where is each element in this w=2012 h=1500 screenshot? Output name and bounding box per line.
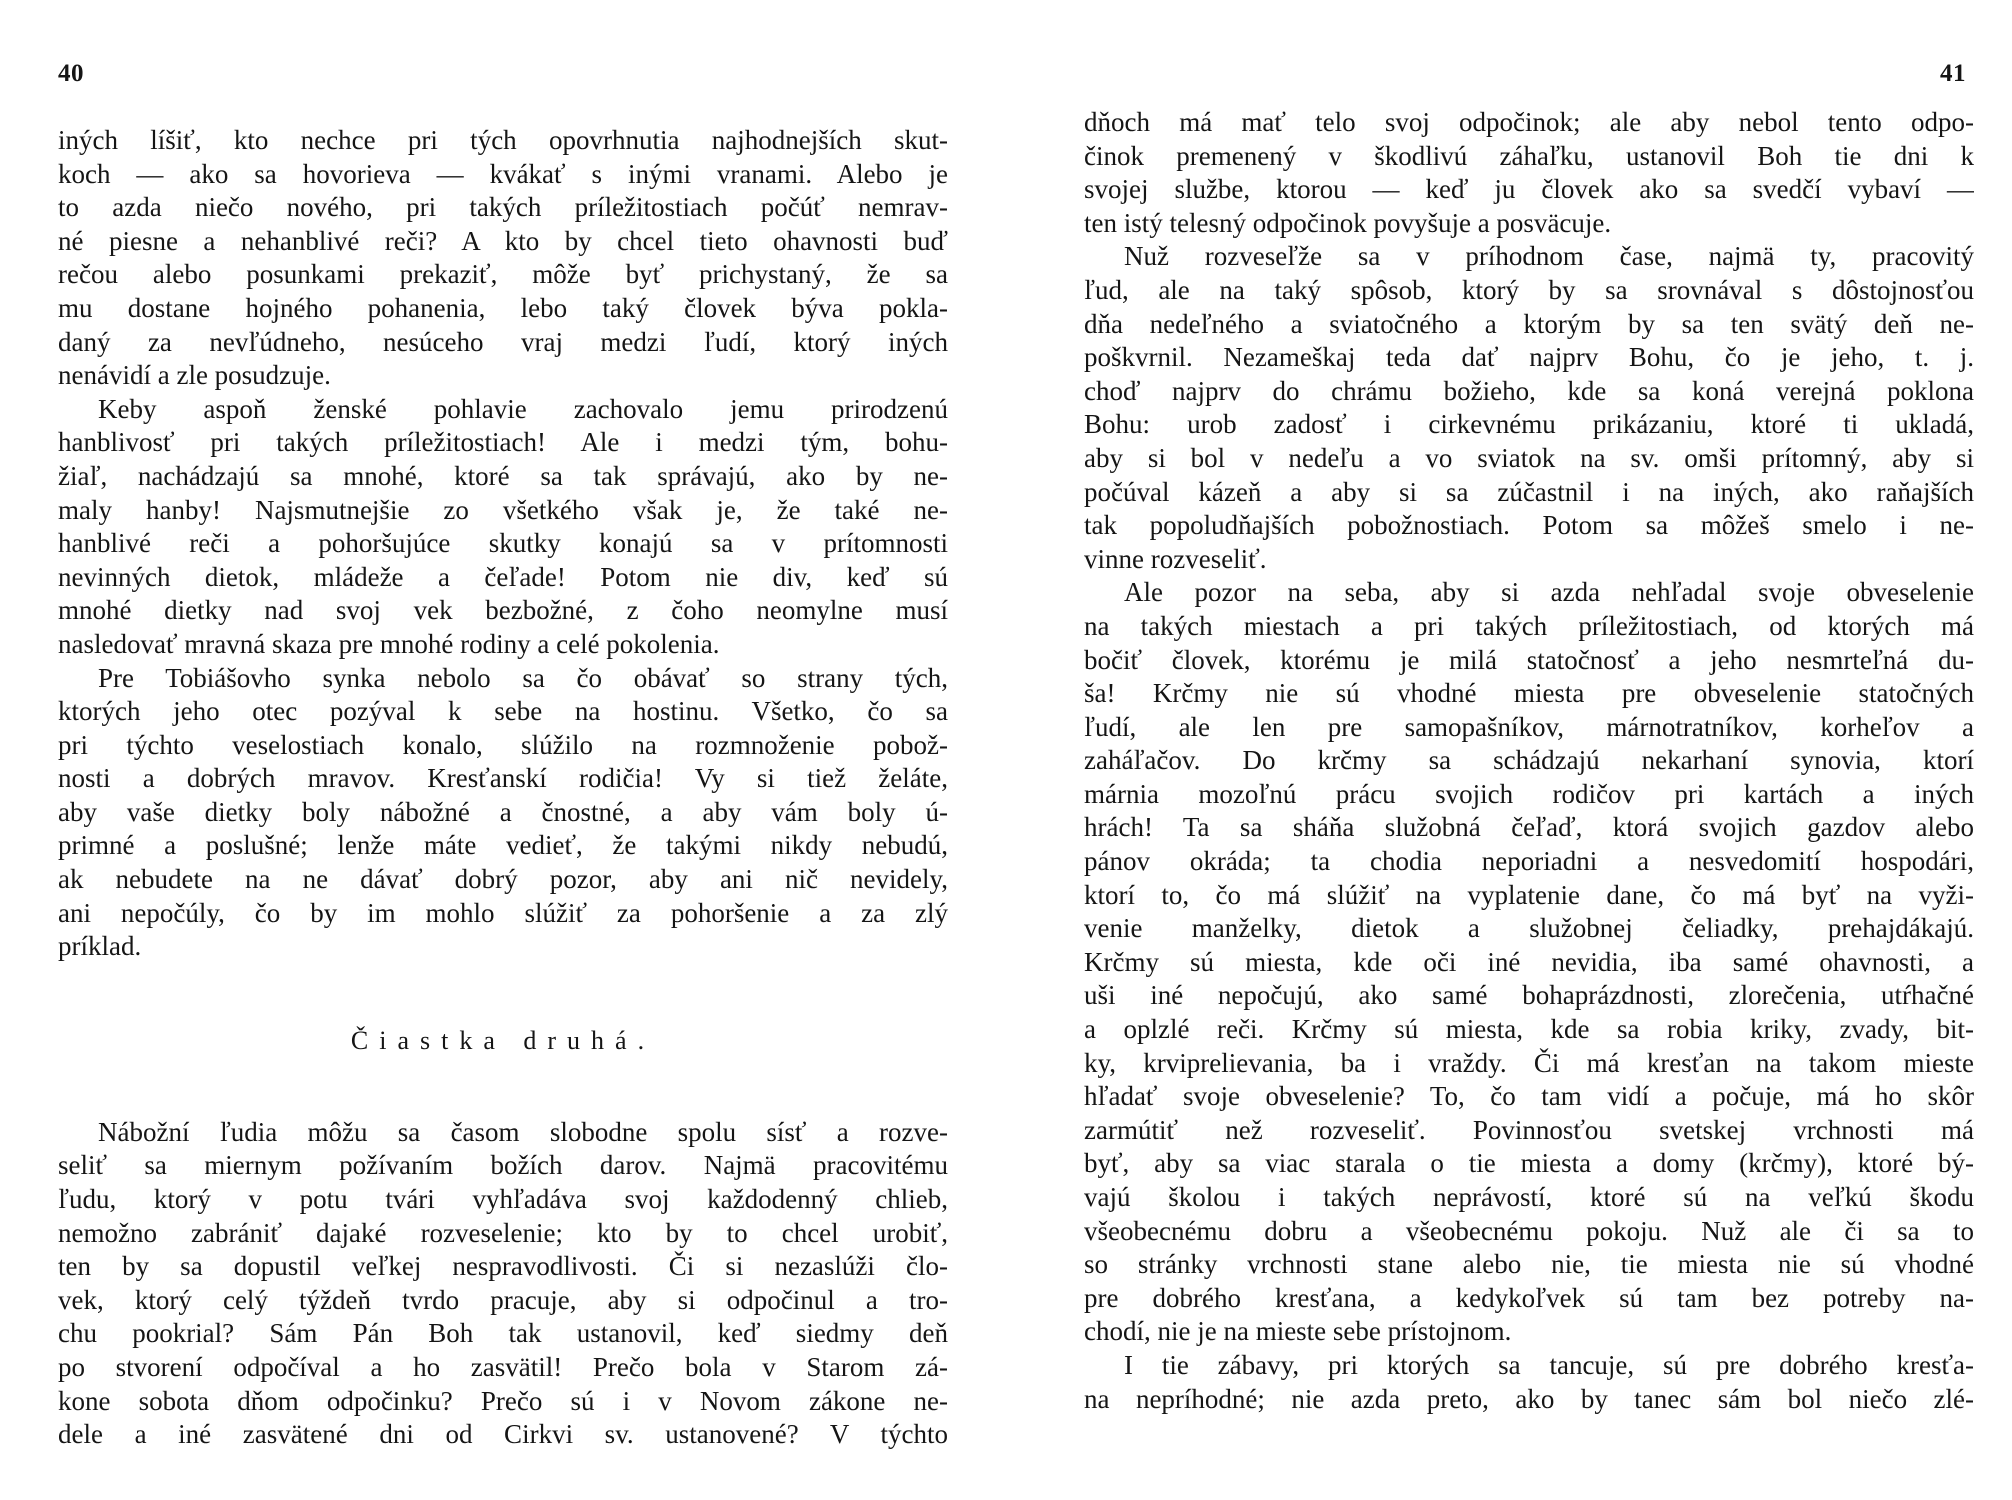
text-line: Krčmy sú miesta, kde oči iné nevidia, iba samé ohavnosti, a — [1084, 946, 1974, 977]
text-line: I tie zábavy, pri ktorých sa tancuje, sú pre dobrého kresťa- — [1124, 1349, 1974, 1380]
text-line: venie manželky, dietok a služobnej čeliadky, prehajdákajú. — [1084, 913, 1974, 944]
text-line: vinne rozveseliť. — [1084, 543, 1267, 574]
text-line: pánov okráda; ta chodia neporiadni a nesvedomití hospodári, — [1084, 846, 1974, 877]
text-line: pre dobrého kresťana, a kedykoľvek sú tam bez potreby na- — [1084, 1282, 1974, 1313]
text-line: aby vaše dietky boly nábožné a čnostné, a aby vám boly ú- — [58, 796, 948, 827]
text-line: Keby aspoň ženské pohlavie zachovalo jemu prirodzenú — [98, 393, 948, 424]
text-line: dňa nedeľného a sviatočného a ktorým by sa ten svätý deň ne- — [1084, 308, 1974, 339]
text-line: po stvorení odpočíval a ho zasvätil! Prečo bola v Starom zá- — [58, 1352, 948, 1382]
text-line: hanblivosť pri takých príležitostiach! Ale i medzi tým, bohu- — [58, 427, 948, 458]
text-line: byť, aby sa viac starala o tie miesta a domy (krčmy), ktoré bý- — [1084, 1148, 1974, 1179]
text-line: tak popoludňajších pobožnostiach. Potom sa môžeš smelo i ne- — [1084, 510, 1974, 541]
text-line: mnohé dietky nad svoj vek bezbožné, z čoho neomylne musí — [58, 595, 948, 626]
text-line: seliť sa miernym požívaním božích darov. Najmä pracovitému — [58, 1150, 948, 1181]
text-line: ktorých jeho otec pozýval k sebe na hostinu. Všetko, čo sa — [58, 696, 948, 727]
text-line: bočiť človek, ktorému je milá statočnosť a jeho nesmrteľná du- — [1084, 644, 1974, 675]
text-line: nevinných dietok, mládeže a čeľade! Potom nie div, keď sú — [58, 561, 948, 592]
right-page — [1006, 0, 2012, 1500]
text-line: poškvrnil. Nezameškaj teda dať najprv Bohu, čo je jeho, t. j. — [1084, 342, 1974, 373]
text-line: svojej službe, ktorou — keď ju človek ako sa svedčí vybaví — — [1084, 174, 1974, 205]
text-line: daný za nevľúdneho, nesúceho vraj medzi ľudí, ktorý iných — [58, 326, 948, 357]
text-line: Nábožní ľudia môžu sa časom slobodne spolu sísť a rozve- — [98, 1116, 948, 1147]
page-number-right: 41 — [1940, 60, 1966, 87]
text-line: aby si bol v nedeľu a vo sviatok na sv. omši prítomný, aby si — [1084, 442, 1974, 473]
text-line: ktorí to, čo má slúžiť na vyplatenie dane, čo má byť na vyži- — [1084, 879, 1974, 910]
text-line: ky, krviprelievania, ba i vraždy. Či má kresťan na takom mieste — [1084, 1047, 1974, 1078]
text-line: ľudí, ale len pre samopašníkov, márnotratníkov, korheľov a — [1084, 711, 1974, 742]
text-line: príklad. — [58, 931, 142, 962]
text-line: primné a poslušné; lenže máte vedieť, že takými nikdy nebudú, — [58, 830, 948, 861]
text-line: hľadať svoje obveselenie? To, čo tam vidí a počuje, má ho skôr — [1084, 1081, 1974, 1112]
text-line: všeobecnému dobru a všeobecnému pokoju. Nuž ale či sa to — [1084, 1215, 1974, 1246]
text-line: márnia mozoľnú prácu svojich rodičov pri kartách a iných — [1084, 778, 1974, 809]
text-line: činok premenený v škodlivú záhaľku, ustanovil Boh tie dni k — [1084, 140, 1974, 171]
text-line: choď najprv do chrámu božieho, kde sa koná verejná poklona — [1084, 375, 1974, 406]
text-line: nemožno zabrániť dajaké rozveselenie; kto by to chcel urobiť, — [58, 1217, 948, 1248]
text-line: vajú školou i takých neprávostí, ktoré sú na veľkú škodu — [1084, 1182, 1974, 1212]
text-line: vek, ktorý celý týždeň tvrdo pracuje, aby si odpočinul a tro- — [58, 1284, 948, 1315]
text-line: zaháľačov. Do krčmy sa schádzajú nekarhaní synovia, ktorí — [1084, 745, 1974, 776]
text-line: chu pookrial? Sám Pán Boh tak ustanovil, keď siedmy deň — [58, 1318, 948, 1349]
text-line: a oplzlé reči. Krčmy sú miesta, kde sa robia kriky, zvady, bit- — [1084, 1014, 1974, 1045]
text-line: rečou alebo posunkami prekaziť, môže byť prichystaný, že sa — [58, 259, 948, 290]
text-line: so stránky vrchnosti stane alebo nie, tie miesta nie sú vhodné — [1084, 1249, 1974, 1280]
text-line: žiaľ, nachádzajú sa mnohé, ktoré sa tak správajú, ako by ne- — [58, 460, 948, 491]
text-line: Ale pozor na seba, aby si azda nehľadal svoje obveselenie — [1124, 577, 1974, 608]
text-line: hrách! Ta sa sháňa služobná čeľaď, ktorá svojich gazdov alebo — [1084, 812, 1974, 843]
text-line: nasledovať mravná skaza pre mnohé rodiny a celé pokolenia. — [58, 628, 720, 659]
text-line: pri týchto veselostiach konalo, slúžilo na rozmnoženie pobož- — [58, 729, 948, 760]
left-page-body-after-heading — [58, 1116, 948, 1452]
text-line: ša! Krčmy nie sú vhodné miesta pre obveselenie statočných — [1084, 678, 1974, 709]
text-line: né piesne a nehanblivé reči? A kto by chcel tieto ohavnosti buď — [58, 225, 948, 256]
text-line: dňoch má mať telo svoj odpočinok; ale aby nebol tento odpo- — [1084, 107, 1974, 137]
text-line: chodí, nie je na mieste sebe prístojnom. — [1084, 1316, 1512, 1347]
left-page-body-before-heading — [58, 124, 948, 964]
text-line: Pre Tobiášovho synka nebolo sa čo obávať so strany tých, — [98, 662, 948, 693]
text-line: ten istý telesný odpočinok povyšuje a posväcuje. — [1084, 207, 1612, 238]
text-line: ani nepočúly, čo by im mohlo slúžiť za pohoršenie a za zlý — [58, 897, 948, 928]
right-page-body — [1084, 106, 1974, 1416]
left-page-text — [58, 124, 948, 1452]
text-line: ten by sa dopustil veľkej nespravodlivosti. Či si nezaslúži člo- — [58, 1251, 948, 1282]
text-line: uši iné nepočujú, ako samé bohaprázdnosti, zlorečenia, utŕhačné — [1084, 980, 1974, 1011]
text-line: Nuž rozveseľže sa v príhodnom čase, najmä ty, pracovitý — [1124, 241, 1974, 272]
text-line: nenávidí a zle posudzuje. — [58, 360, 331, 391]
text-line: Bohu: urob zadosť i cirkevnému prikázaniu, ktoré ti ukladá, — [1084, 409, 1974, 440]
section-heading: Čiastka druhá. — [350, 1025, 656, 1055]
text-line: ak nebudete na ne dávať dobrý pozor, aby ani nič nevidely, — [58, 864, 948, 895]
text-line: maly hanby! Najsmutnejšie zo všetkého však je, že také ne- — [58, 494, 948, 525]
page-number-left: 40 — [58, 60, 84, 87]
text-line: na takých miestach a pri takých príležitostiach, od ktorých má — [1084, 610, 1974, 641]
text-line: ľudu, ktorý v potu tvári vyhľadáva svoj každodenný chlieb, — [58, 1184, 948, 1215]
text-line: zarmútiť než rozveseliť. Povinnosťou svetskej vrchnosti má — [1084, 1114, 1974, 1145]
text-line: koch — ako sa hovorieva — kvákať s inými vranami. Alebo je — [58, 158, 948, 189]
text-line: hanblivé reči a pohoršujúce skutky konajú sa v prítomnosti — [58, 528, 948, 559]
text-line: to azda niečo nového, pri takých príležitostiach počúť nemrav- — [58, 192, 948, 223]
text-line: iných líšiť, kto nechce pri tých opovrhnutia najhodnejších skut- — [58, 125, 948, 155]
text-line: nosti a dobrých mravov. Kresťanskí rodičia! Vy si tiež želáte, — [58, 763, 948, 794]
text-line: kone sobota dňom odpočinku? Prečo sú i v Novom zákone ne- — [58, 1385, 948, 1416]
right-page-text — [1084, 106, 1974, 1416]
text-line: na nepríhodné; nie azda preto, ako by tanec sám bol niečo zlé- — [1084, 1383, 1974, 1414]
text-line: ľud, ale na taký spôsob, ktorý by sa srovnával s dôstojnosťou — [1084, 274, 1974, 305]
text-line: počúval kázeň a aby si sa zúčastnil i na iných, ako raňajších — [1084, 476, 1974, 507]
text-line: dele a iné zasvätené dni od Cirkvi sv. ustanovené? V týchto — [58, 1419, 948, 1450]
text-line: mu dostane hojného pohanenia, lebo taký človek býva pokla- — [58, 292, 948, 323]
